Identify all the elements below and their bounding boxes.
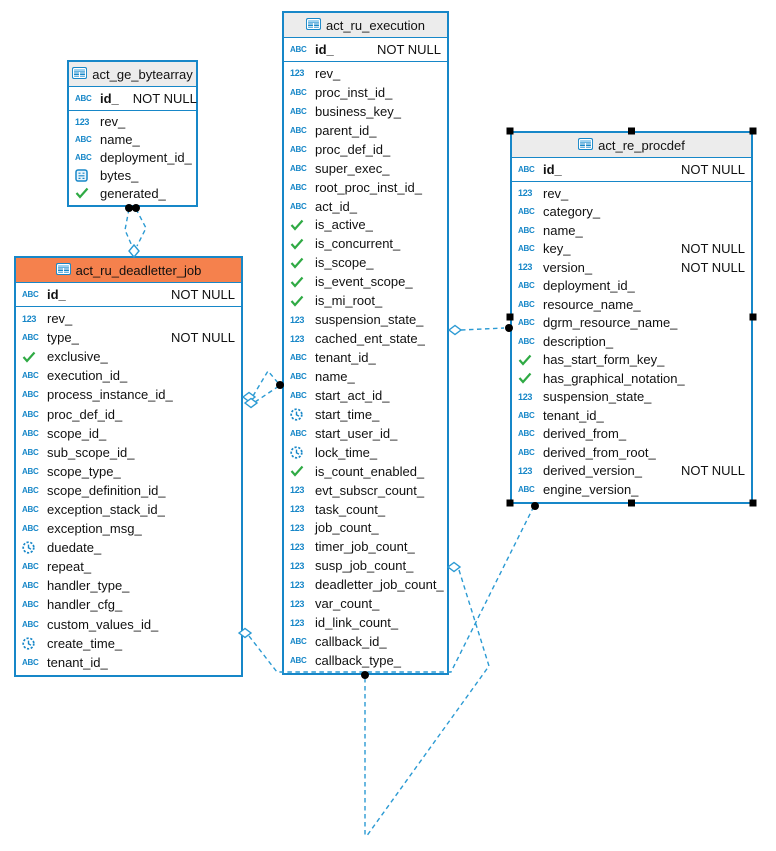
datetime-clock-icon [22, 541, 43, 554]
column-row-scope_id_[interactable] [16, 424, 241, 443]
column-name: id_ [47, 287, 66, 302]
column-row-id_[interactable] [512, 158, 751, 181]
column-name: id_ [543, 162, 562, 177]
text-type-icon: ABC [518, 429, 535, 439]
column-name: id_ [315, 42, 334, 57]
column-row-name_[interactable] [284, 367, 447, 386]
connector-bytearray-deadletter-2[interactable] [136, 209, 146, 246]
column-row-bytes_[interactable] [69, 166, 196, 184]
column-name: suspension_state_ [543, 389, 652, 405]
numeric-type-icon: 123 [290, 617, 305, 628]
column-row-key_[interactable] [512, 240, 751, 259]
datetime-clock-icon [290, 446, 311, 459]
column-name: name_ [315, 368, 355, 384]
column-row-suspension_state_[interactable] [512, 388, 751, 407]
column-row-custom_values_id_[interactable] [16, 615, 241, 634]
text-type-icon: ABC [22, 619, 39, 629]
table-title: act_re_procdef [598, 137, 685, 153]
datetime-clock-icon [290, 408, 311, 421]
column-row-business_key_[interactable] [284, 102, 447, 121]
column-row-description_[interactable] [512, 332, 751, 351]
column-name: generated_ [100, 185, 166, 201]
column-row-scope_definition_id_[interactable] [16, 481, 241, 500]
text-type-icon: ABC [22, 504, 39, 514]
text-type-icon: ABC [290, 656, 307, 666]
column-name: key_ [543, 241, 571, 257]
numeric-type-icon: 123 [290, 560, 305, 571]
column-row-is_scope_[interactable] [284, 253, 447, 272]
column-name: category_ [543, 204, 601, 220]
column-row-exception_stack_id_[interactable] [16, 500, 241, 519]
text-type-icon: ABC [22, 485, 39, 495]
table-icon [578, 138, 593, 153]
text-type-icon: ABC [290, 106, 307, 116]
column-name: rev_ [100, 114, 126, 130]
cardinality-diamond [448, 563, 460, 572]
column-name: start_time_ [315, 406, 380, 422]
column-row-super_exec_[interactable] [284, 159, 447, 178]
text-type-icon: ABC [518, 447, 535, 457]
text-type-icon: ABC [290, 390, 307, 400]
column-name: parent_id_ [315, 122, 377, 138]
column-name: resource_name_ [543, 296, 641, 312]
cardinality-diamond [245, 399, 257, 408]
numeric-type-icon: 123 [75, 116, 90, 127]
column-name: proc_inst_id_ [315, 84, 393, 100]
column-name: id_link_count_ [315, 615, 399, 631]
column-name: sub_scope_id_ [47, 444, 135, 460]
not-null-label: NOT NULL [170, 330, 235, 346]
text-type-icon: ABC [290, 637, 307, 647]
text-type-icon: ABC [290, 125, 307, 135]
column-name: proc_def_id_ [47, 406, 123, 422]
numeric-type-icon: 123 [518, 465, 533, 476]
column-row-dgrm_resource_name_[interactable] [512, 314, 751, 333]
text-type-icon: ABC [22, 409, 39, 419]
text-type-icon: ABC [518, 299, 535, 309]
table-act_ru_deadletter_job[interactable] [14, 256, 243, 677]
column-name: callback_id_ [315, 634, 387, 650]
column-name: repeat_ [47, 559, 92, 575]
column-row-susp_job_count_[interactable] [284, 556, 447, 575]
column-name: scope_definition_id_ [47, 482, 166, 498]
column-row-proc_def_id_[interactable] [284, 140, 447, 159]
column-row-derived_from_root_[interactable] [512, 443, 751, 462]
columns-section [512, 182, 751, 502]
text-type-icon: ABC [290, 371, 307, 381]
column-name: handler_cfg_ [47, 597, 123, 613]
column-name: bytes_ [100, 167, 139, 183]
column-row-rev_[interactable] [284, 64, 447, 83]
not-null-label: NOT NULL [132, 91, 197, 106]
column-row-type_[interactable] [16, 328, 241, 347]
column-name: has_start_form_key_ [543, 352, 665, 368]
text-type-icon: ABC [518, 207, 535, 217]
not-null-label: NOT NULL [680, 162, 745, 177]
text-type-icon: ABC [22, 657, 39, 667]
column-name: exclusive_ [47, 349, 108, 365]
column-name: tenant_id_ [315, 350, 376, 366]
column-row-cached_ent_state_[interactable] [284, 329, 447, 348]
column-row-proc_inst_id_[interactable] [284, 83, 447, 102]
column-name: deployment_id_ [100, 149, 192, 165]
column-row-duedate_[interactable] [16, 538, 241, 557]
numeric-type-icon: 123 [290, 485, 305, 496]
column-name: is_count_enabled_ [315, 463, 425, 479]
column-name: timer_job_count_ [315, 539, 415, 555]
column-row-deadletter_job_count_[interactable] [284, 575, 447, 594]
text-type-icon: ABC [518, 165, 535, 174]
column-name: var_count_ [315, 596, 380, 612]
boolean-check-icon [518, 372, 539, 384]
table-icon [72, 67, 87, 82]
column-row-exception_msg_[interactable] [16, 519, 241, 538]
column-row-is_event_scope_[interactable] [284, 272, 447, 291]
column-row-task_count_[interactable] [284, 500, 447, 519]
text-type-icon: ABC [518, 244, 535, 254]
text-type-icon: ABC [22, 428, 39, 438]
column-name: deadletter_job_count_ [315, 577, 444, 593]
table-title: act_ru_deadletter_job [75, 262, 202, 278]
columns-section [284, 62, 447, 673]
column-name: lock_time_ [315, 444, 378, 460]
column-row-start_act_id_[interactable] [284, 386, 447, 405]
numeric-type-icon: 123 [22, 313, 37, 324]
column-name: is_scope_ [315, 255, 374, 271]
not-null-label: NOT NULL [376, 42, 441, 57]
numeric-type-icon: 123 [290, 579, 305, 590]
column-name: create_time_ [47, 635, 123, 651]
text-type-icon: ABC [518, 336, 535, 346]
column-name: super_exec_ [315, 160, 390, 176]
boolean-check-icon [290, 257, 311, 269]
boolean-check-icon [290, 276, 311, 288]
cardinality-diamond [449, 326, 461, 335]
connector-bytearray-deadletter-1[interactable] [125, 209, 132, 246]
column-name: task_count_ [315, 501, 386, 517]
column-row-suspension_state_[interactable] [284, 310, 447, 329]
column-row-start_user_id_[interactable] [284, 424, 447, 443]
column-name: business_key_ [315, 103, 401, 119]
cardinality-diamond [243, 393, 255, 402]
column-row-tenant_id_[interactable] [284, 348, 447, 367]
column-row-lock_time_[interactable] [284, 443, 447, 462]
column-row-has_graphical_notation_[interactable] [512, 369, 751, 388]
column-name: is_active_ [315, 217, 373, 233]
column-name: scope_type_ [47, 463, 121, 479]
text-type-icon: ABC [22, 333, 39, 343]
text-type-icon: ABC [75, 94, 92, 103]
column-row-handler_cfg_[interactable] [16, 595, 241, 614]
numeric-type-icon: 123 [290, 314, 305, 325]
column-name: derived_from_root_ [543, 444, 656, 460]
column-name: rev_ [543, 185, 569, 201]
column-name: process_instance_id_ [47, 387, 173, 403]
column-row-callback_type_[interactable] [284, 651, 447, 670]
column-name: evt_subscr_count_ [315, 482, 425, 498]
column-name: handler_type_ [47, 578, 130, 594]
table-header[interactable] [512, 133, 751, 158]
text-type-icon: ABC [22, 524, 39, 534]
column-row-engine_version_[interactable] [512, 480, 751, 499]
column-name: deployment_id_ [543, 278, 635, 294]
connector-deadletter-execution-2[interactable] [255, 386, 279, 402]
primary-key-section [512, 158, 751, 182]
column-name: susp_job_count_ [315, 558, 414, 574]
column-name: act_id_ [315, 198, 357, 214]
connector-deadletter-execution-1[interactable] [253, 371, 279, 396]
column-name: description_ [543, 333, 614, 349]
column-row-id_[interactable] [69, 87, 196, 110]
column-name: start_act_id_ [315, 387, 390, 403]
boolean-check-icon [22, 351, 43, 363]
primary-key-section [16, 283, 241, 307]
column-name: engine_version_ [543, 481, 639, 497]
column-row-rev_[interactable] [16, 309, 241, 328]
column-row-version_[interactable] [512, 258, 751, 277]
not-null-label: NOT NULL [680, 241, 745, 257]
table-act_ge_bytearray[interactable] [67, 60, 198, 207]
text-type-icon: ABC [22, 581, 39, 591]
column-row-has_start_form_key_[interactable] [512, 351, 751, 370]
column-row-is_active_[interactable] [284, 216, 447, 235]
not-null-label: NOT NULL [170, 287, 235, 302]
column-name: cached_ent_state_ [315, 331, 425, 347]
column-row-is_mi_root_[interactable] [284, 291, 447, 310]
column-row-rev_[interactable] [69, 113, 196, 131]
text-type-icon: ABC [518, 281, 535, 291]
column-row-exclusive_[interactable] [16, 347, 241, 366]
table-icon [56, 263, 71, 278]
numeric-type-icon: 123 [518, 391, 533, 402]
boolean-check-icon [290, 219, 311, 231]
numeric-type-icon: 123 [290, 598, 305, 609]
column-name: is_concurrent_ [315, 236, 401, 252]
column-name: custom_values_id_ [47, 616, 159, 632]
numeric-type-icon: 123 [518, 262, 533, 273]
column-name: name_ [100, 132, 140, 148]
text-type-icon: ABC [290, 87, 307, 97]
column-row-evt_subscr_count_[interactable] [284, 481, 447, 500]
column-row-rev_[interactable] [512, 184, 751, 203]
text-type-icon: ABC [75, 152, 92, 162]
numeric-type-icon: 123 [290, 504, 305, 515]
text-type-icon: ABC [22, 390, 39, 400]
text-type-icon: ABC [518, 318, 535, 328]
column-row-create_time_[interactable] [16, 634, 241, 653]
column-row-tenant_id_[interactable] [512, 406, 751, 425]
column-name: suspension_state_ [315, 312, 424, 328]
column-row-name_[interactable] [512, 221, 751, 240]
column-name: callback_type_ [315, 653, 401, 669]
table-title: act_ge_bytearray [92, 66, 193, 82]
column-name: proc_def_id_ [315, 141, 391, 157]
column-row-tenant_id_[interactable] [16, 653, 241, 672]
boolean-check-icon [290, 295, 311, 307]
text-type-icon: ABC [518, 484, 535, 494]
numeric-type-icon: 123 [290, 333, 305, 344]
column-row-sub_scope_id_[interactable] [16, 443, 241, 462]
column-row-parent_id_[interactable] [284, 121, 447, 140]
column-row-timer_job_count_[interactable] [284, 537, 447, 556]
column-row-generated_[interactable] [69, 184, 196, 202]
text-type-icon: ABC [518, 225, 535, 235]
text-type-icon: ABC [290, 163, 307, 173]
numeric-type-icon: 123 [290, 541, 305, 552]
column-row-id_[interactable] [284, 38, 447, 61]
column-row-derived_version_[interactable] [512, 462, 751, 481]
text-type-icon: ABC [22, 562, 39, 572]
primary-key-section [284, 38, 447, 62]
text-type-icon: ABC [290, 428, 307, 438]
primary-key-section [69, 87, 196, 111]
column-row-proc_def_id_[interactable] [16, 404, 241, 423]
text-type-icon: ABC [290, 144, 307, 154]
column-row-resource_name_[interactable] [512, 295, 751, 314]
column-row-category_[interactable] [512, 203, 751, 222]
columns-section [16, 307, 241, 675]
column-row-job_count_[interactable] [284, 519, 447, 538]
column-name: exception_msg_ [47, 521, 142, 537]
numeric-type-icon: 123 [290, 522, 305, 533]
column-name: exception_stack_id_ [47, 501, 165, 517]
text-type-icon: ABC [22, 371, 39, 381]
column-name: tenant_id_ [543, 407, 604, 423]
column-row-scope_type_[interactable] [16, 462, 241, 481]
text-type-icon: ABC [22, 447, 39, 457]
text-type-icon: ABC [22, 466, 39, 476]
text-type-icon: ABC [290, 353, 307, 363]
text-type-icon: ABC [290, 201, 307, 211]
column-row-start_time_[interactable] [284, 405, 447, 424]
column-row-id_link_count_[interactable] [284, 613, 447, 632]
datetime-clock-icon [22, 637, 43, 650]
table-act_ru_execution[interactable] [282, 11, 449, 675]
column-name: type_ [47, 330, 79, 346]
not-null-label: NOT NULL [680, 463, 745, 479]
column-name: rev_ [47, 311, 73, 327]
table-icon [306, 18, 321, 33]
columns-section [69, 111, 196, 205]
column-name: start_user_id_ [315, 425, 398, 441]
column-name: name_ [543, 222, 583, 238]
table-act_re_procdef[interactable] [510, 131, 753, 504]
column-row-is_count_enabled_[interactable] [284, 462, 447, 481]
column-row-callback_id_[interactable] [284, 632, 447, 651]
table-title: act_ru_execution [325, 17, 425, 33]
text-type-icon: ABC [22, 600, 39, 610]
column-row-act_id_[interactable] [284, 197, 447, 216]
column-name: dgrm_resource_name_ [543, 315, 678, 331]
boolean-check-icon [290, 238, 311, 250]
column-row-deployment_id_[interactable] [69, 149, 196, 167]
column-row-repeat_[interactable] [16, 557, 241, 576]
text-type-icon: ABC [22, 290, 39, 299]
column-name: duedate_ [47, 540, 102, 556]
table-header[interactable] [16, 258, 241, 283]
column-row-handler_type_[interactable] [16, 576, 241, 595]
binary-type-icon [75, 169, 96, 182]
text-type-icon: ABC [518, 410, 535, 420]
connector-execution-procdef[interactable] [461, 328, 504, 330]
boolean-check-icon [75, 187, 96, 199]
column-row-process_instance_id_[interactable] [16, 385, 241, 404]
column-row-execution_id_[interactable] [16, 366, 241, 385]
column-row-id_[interactable] [16, 283, 241, 306]
column-name: root_proc_inst_id_ [315, 179, 422, 195]
table-header[interactable] [284, 13, 447, 38]
column-name: is_mi_root_ [315, 293, 383, 309]
column-row-var_count_[interactable] [284, 594, 447, 613]
numeric-type-icon: 123 [518, 188, 533, 199]
column-row-deployment_id_[interactable] [512, 277, 751, 296]
column-name: has_graphical_notation_ [543, 370, 685, 386]
column-name: scope_id_ [47, 425, 107, 441]
column-name: is_event_scope_ [315, 274, 413, 290]
column-name: version_ [543, 259, 593, 275]
text-type-icon: ABC [290, 182, 307, 192]
column-name: derived_version_ [543, 463, 643, 479]
table-header[interactable] [69, 62, 196, 87]
column-row-root_proc_inst_id_[interactable] [284, 178, 447, 197]
numeric-type-icon: 123 [290, 68, 305, 79]
boolean-check-icon [290, 465, 311, 477]
column-name: tenant_id_ [47, 654, 108, 670]
column-row-name_[interactable] [69, 131, 196, 149]
column-name: derived_from_ [543, 426, 627, 442]
boolean-check-icon [518, 354, 539, 366]
column-name: execution_id_ [47, 368, 128, 384]
column-row-is_concurrent_[interactable] [284, 234, 447, 253]
column-row-derived_from_[interactable] [512, 425, 751, 444]
not-null-label: NOT NULL [680, 259, 745, 275]
column-name: id_ [100, 91, 119, 106]
column-name: rev_ [315, 65, 341, 81]
text-type-icon: ABC [75, 135, 92, 145]
text-type-icon: ABC [290, 45, 307, 54]
column-name: job_count_ [315, 520, 379, 536]
